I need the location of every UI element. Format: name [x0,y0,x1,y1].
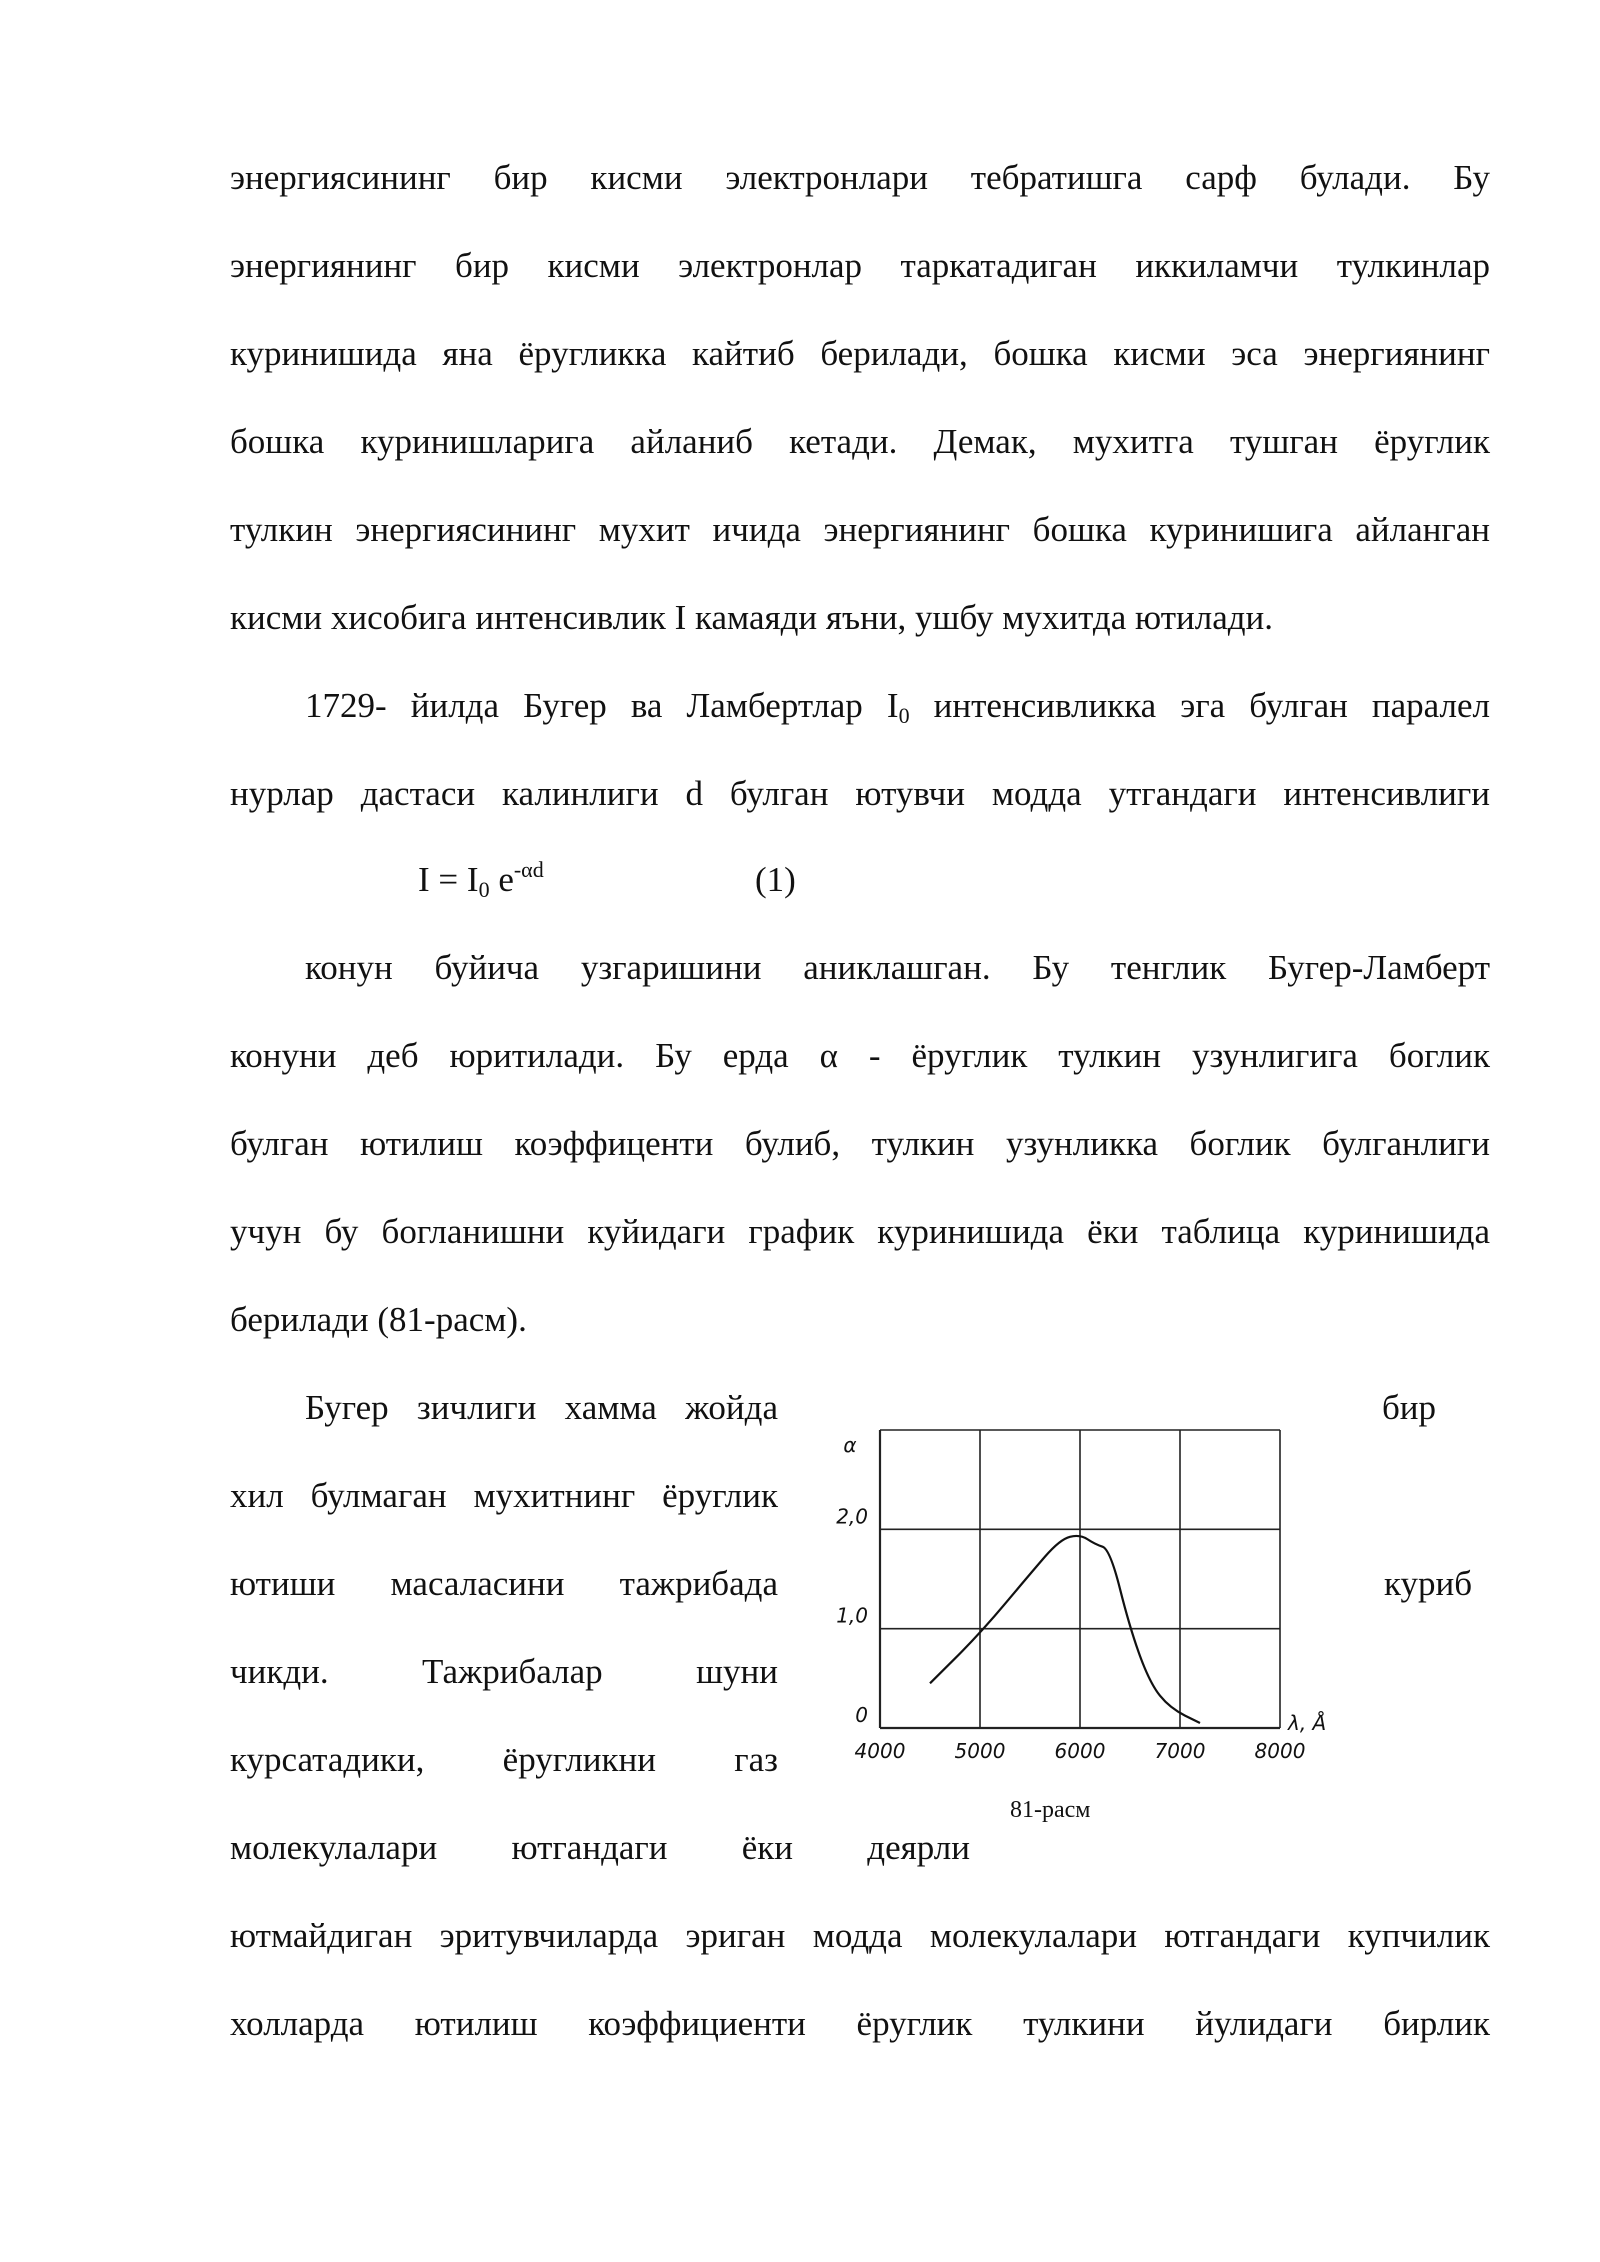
text-line: булган ютилиш коэффиценти булиб, тулкин узунликка боглик булганлиги [230,1124,1490,1163]
text-line: чикди. Тажрибалар шуни [230,1652,778,1691]
subscript: 0 [898,703,910,728]
text-line: энергиянинг бир кисми электронлар таркатадиган иккиламчи тулкинлар [230,246,1490,285]
text-line: ютиши масаласини тажрибада [230,1564,778,1603]
equation-exponent: -αd [513,857,544,882]
text-segment: интенсивликка эга булган паралел [909,686,1490,725]
figure-caption: 81-расм [1010,1797,1091,1823]
equation-subscript: 0 [478,877,490,902]
x-axis-label: λ, Å [1288,1711,1327,1735]
equation-lhs: I = I [418,860,479,899]
text-line: энергиясининг бир кисми электронлари тебратишга сарф булади. Бу [230,158,1490,197]
text-word: куриб [1384,1564,1473,1603]
text-line: кисми хисобига интенсивлик I камаяди яъни, ушбу мухитда ютилади. [230,598,1274,637]
y-tick-label: 1,0 [836,1603,868,1628]
text-line: нурлар дастаси калинлиги d булган ютувчи модда утгандаги интенсивлиги [230,774,1490,813]
y-tick-label: 0 [855,1703,868,1727]
text-line: молекулалари ютгандаги ёки деярли [230,1828,970,1867]
x-tick-label: 6000 [1054,1739,1106,1763]
text-line: курсатадики, ёругликни газ [230,1740,778,1779]
equation-base: e [489,860,514,899]
x-tick-label: 4000 [854,1739,906,1763]
text-word: бир [1382,1388,1437,1427]
text-segment: 1729- йилда Бугер ва Ламбертлар I [305,686,899,725]
text-line: Бугер зичлиги хамма жойда [305,1388,778,1427]
text-line: ютмайдиган эритувчиларда эриган модда молекулалари ютгандаги купчилик [230,1916,1490,1955]
text-line: холларда ютилиш коэффициенти ёруглик тулкини йулидаги бирлик [230,2004,1490,2043]
text-line: хил булмаган мухитнинг ёруглик [230,1476,778,1515]
y-tick-label: 2,0 [836,1504,868,1529]
text-line: тулкин энергиясининг мухит ичида энергиянинг бошка куринишига айланган [230,510,1490,549]
text-line: конуни деб юритилади. Бу ерда α - ёруглик тулкин узунлигига боглик [230,1036,1490,1075]
text-line: куринишида яна ёругликка кайтиб берилади, бошка кисми эса энергиянинг [230,334,1490,373]
text-line: конун буйича узгаришини аниклашган. Бу тенглик Бугер-Ламберт [305,948,1490,987]
absorption-curve [930,1536,1200,1723]
equation [418,858,544,902]
y-axis-label: α [843,1433,857,1457]
equation-number: (1) [755,860,796,899]
x-tick-label: 5000 [954,1739,1006,1763]
text-line: учун бу богланишни куйидаги график куринишида ёки таблица куринишида [230,1212,1490,1251]
absorption-chart [815,1418,1355,1788]
text-line: берилади (81-расм). [230,1300,527,1339]
x-tick-label: 7000 [1154,1739,1206,1763]
x-tick-label: 8000 [1254,1739,1306,1763]
text-line [305,684,1490,728]
text-line: бошка куринишларига айланиб кетади. Демак, мухитга тушган ёруглик [230,422,1490,461]
